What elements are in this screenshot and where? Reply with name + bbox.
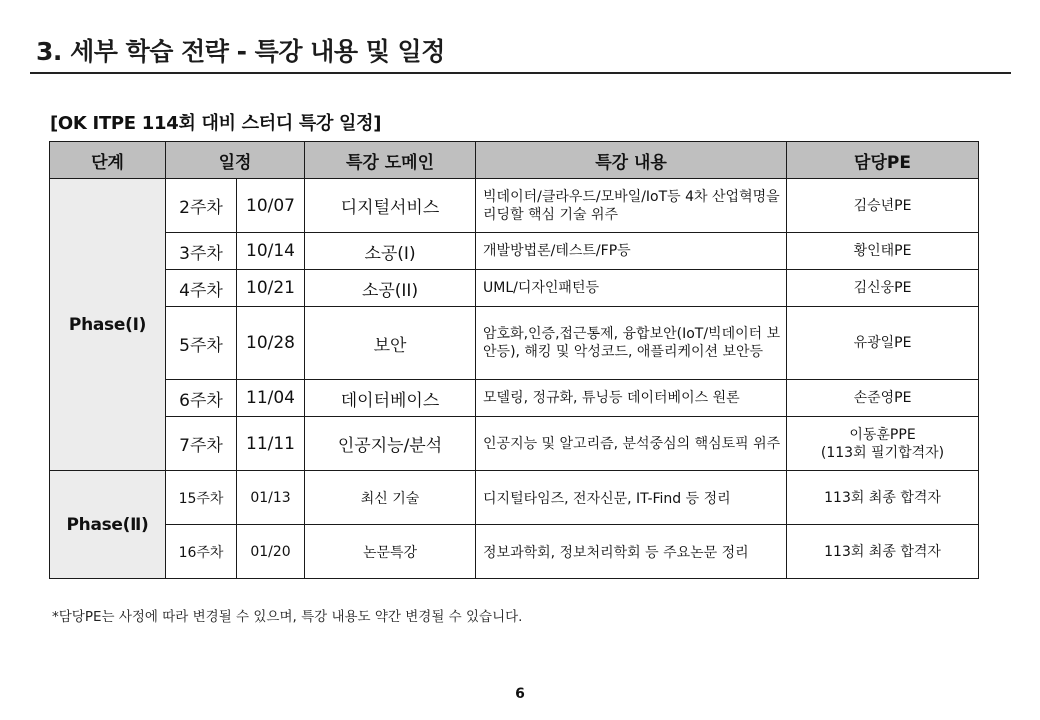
domain-cell: 디지털서비스: [305, 179, 476, 233]
domain-cell: 소공(I): [305, 233, 476, 270]
pe-cell: 유광일PE: [787, 307, 979, 380]
date-cell: 10/07: [237, 179, 305, 233]
pe-cell: 황인태PE: [787, 233, 979, 270]
content-cell: 개발방법론/테스트/FP등: [476, 233, 787, 270]
pe-note: (113회 필기합격자): [820, 444, 945, 461]
table-header-row: [50, 142, 979, 179]
phase-1-cell: Phase(Ⅰ): [50, 179, 166, 471]
page-number: 6: [515, 686, 525, 702]
date-cell: 11/11: [237, 417, 305, 471]
content-cell: UML/디자인패턴등: [476, 270, 787, 307]
header-domain: 특강 도메인: [305, 142, 476, 179]
footnote: *담당PE는 사정에 따라 변경될 수 있으며, 특강 내용도 약간 변경될 수 있습니다.: [52, 609, 523, 625]
content-cell: 정보과학회, 정보처리학회 등 주요논문 정리: [476, 525, 787, 579]
domain-cell: 데이터베이스: [305, 380, 476, 417]
content-cell: 모델링, 정규화, 튜닝등 데이터베이스 원론: [476, 380, 787, 417]
week-cell: 5주차: [166, 307, 237, 380]
week-cell: 15주차: [166, 471, 237, 525]
date-cell: 10/14: [237, 233, 305, 270]
content-cell: 암호화,인증,접근통제, 융합보안(IoT/빅데이터 보안등), 해킹 및 악성코드, 애플리케이션 보안등: [476, 307, 787, 380]
pe-cell: [787, 417, 979, 471]
date-cell: 01/13: [237, 471, 305, 525]
pe-name: 이동훈PPE: [849, 426, 916, 443]
table-row: [50, 525, 979, 579]
content-cell: 디지털타임즈, 전자신문, IT-Find 등 정리: [476, 471, 787, 525]
date-cell: 01/20: [237, 525, 305, 579]
pe-cell: 113회 최종 합격자: [787, 525, 979, 579]
week-cell: 6주차: [166, 380, 237, 417]
table-row: [50, 179, 979, 233]
date-cell: 10/21: [237, 270, 305, 307]
header-content: 특강 내용: [476, 142, 787, 179]
header-pe: 담당PE: [787, 142, 979, 179]
content-cell: 빅데이터/클라우드/모바일/IoT등 4차 산업혁명을 리딩할 핵심 기술 위주: [476, 179, 787, 233]
domain-cell: 최신 기술: [305, 471, 476, 525]
domain-cell: 보안: [305, 307, 476, 380]
table-caption: [OK ITPE 114회 대비 스터디 특강 일정]: [50, 113, 382, 134]
pe-cell: 김승년PE: [787, 179, 979, 233]
week-cell: 16주차: [166, 525, 237, 579]
table-row: [50, 270, 979, 307]
header-schedule: 일정: [166, 142, 305, 179]
domain-cell: 인공지능/분석: [305, 417, 476, 471]
table-row: [50, 380, 979, 417]
header-stage: 단계: [50, 142, 166, 179]
date-cell: 10/28: [237, 307, 305, 380]
schedule-table: [49, 141, 979, 579]
table-row: [50, 307, 979, 380]
date-cell: 11/04: [237, 380, 305, 417]
domain-cell: 소공(II): [305, 270, 476, 307]
week-cell: 2주차: [166, 179, 237, 233]
table-row: [50, 417, 979, 471]
pe-cell: 김신웅PE: [787, 270, 979, 307]
pe-cell: 113회 최종 합격자: [787, 471, 979, 525]
week-cell: 7주차: [166, 417, 237, 471]
content-cell: 인공지능 및 알고리즘, 분석중심의 핵심토픽 위주: [476, 417, 787, 471]
title-divider: [30, 72, 1011, 74]
domain-cell: 논문특강: [305, 525, 476, 579]
week-cell: 3주차: [166, 233, 237, 270]
week-cell: 4주차: [166, 270, 237, 307]
table-row: [50, 471, 979, 525]
page-title: 3. 세부 학습 전략 - 특강 내용 및 일정: [36, 37, 445, 66]
pe-cell: 손준영PE: [787, 380, 979, 417]
phase-2-cell: Phase(Ⅱ): [50, 471, 166, 579]
table-row: [50, 233, 979, 270]
